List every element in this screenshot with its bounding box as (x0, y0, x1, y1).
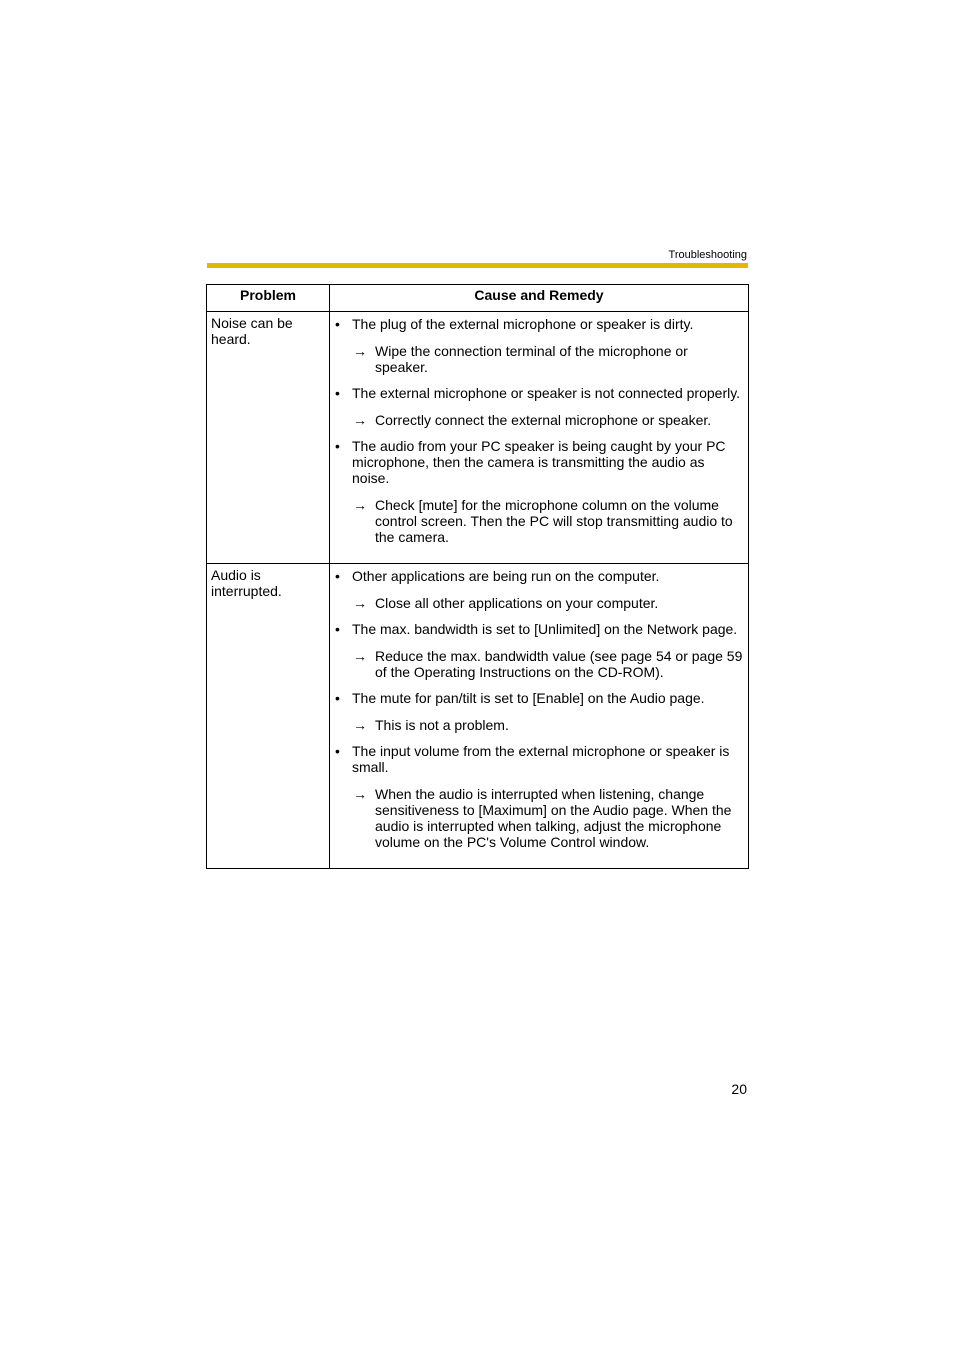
remedy-cell (330, 312, 749, 564)
problem-cell: Audio is interrupted. (207, 564, 330, 869)
arrow-icon: → (353, 497, 367, 513)
remedy-item (333, 343, 744, 375)
problem-cell: Noise can be heard. (207, 312, 330, 564)
bullet-icon: • (335, 621, 340, 637)
cause-item (333, 385, 744, 401)
remedy-cell (330, 564, 749, 869)
bullet-icon: • (335, 438, 340, 454)
remedy-text: When the audio is interrupted when listening, change sensitiveness to [Maximum] on the Audio page. When the audio is interrupted when talking, adjust the microphone volume on the PC's Volume Control window. (375, 786, 732, 850)
cause-item (333, 621, 744, 637)
cause-text: The input volume from the external microphone or speaker is small. (352, 743, 730, 775)
cause-item (333, 690, 744, 706)
remedy-text: Check [mute] for the microphone column on the volume control screen. Then the PC will stop transmitting audio to the camera. (375, 497, 733, 545)
remedy-text: Wipe the connection terminal of the microphone or speaker. (375, 343, 688, 375)
arrow-icon: → (353, 786, 367, 802)
column-header-cause-remedy: Cause and Remedy (330, 285, 749, 312)
remedy-text: This is not a problem. (375, 717, 509, 733)
remedy-item (333, 648, 744, 680)
cause-text: The mute for pan/tilt is set to [Enable] on the Audio page. (352, 690, 705, 706)
bullet-icon: • (335, 316, 340, 332)
remedy-item (333, 786, 744, 850)
cause-item (333, 438, 744, 486)
cause-text: The external microphone or speaker is not connected properly. (352, 385, 741, 401)
remedy-item (333, 497, 744, 545)
arrow-icon: → (353, 648, 367, 664)
arrow-icon: → (353, 595, 367, 611)
cause-text: Other applications are being run on the computer. (352, 568, 660, 584)
bullet-icon: • (335, 743, 340, 759)
remedy-text: Close all other applications on your computer. (375, 595, 659, 611)
remedy-text: Reduce the max. bandwidth value (see page 54 or page 59 of the Operating Instructions on the CD-ROM). (375, 648, 743, 680)
troubleshooting-table (206, 284, 749, 869)
arrow-icon: → (353, 717, 367, 733)
remedy-item (333, 412, 744, 428)
cause-text: The max. bandwidth is set to [Unlimited] on the Network page. (352, 621, 738, 637)
table-row (207, 564, 749, 869)
arrow-icon: → (353, 412, 367, 428)
cause-item (333, 568, 744, 584)
bullet-icon: • (335, 568, 340, 584)
cause-item (333, 316, 744, 332)
arrow-icon: → (353, 343, 367, 359)
cause-text: The audio from your PC speaker is being caught by your PC microphone, then the camera is transmitting the audio as noise. (352, 438, 726, 486)
bullet-icon: • (335, 385, 340, 401)
table-header-row (207, 285, 749, 312)
remedy-item (333, 717, 744, 733)
column-header-problem: Problem (207, 285, 330, 312)
remedy-text: Correctly connect the external microphone or speaker. (375, 412, 712, 428)
section-header: Troubleshooting (668, 249, 747, 261)
bullet-icon: • (335, 690, 340, 706)
cause-item (333, 743, 744, 775)
remedy-item (333, 595, 744, 611)
header-rule (207, 263, 748, 268)
cause-text: The plug of the external microphone or speaker is dirty. (352, 316, 694, 332)
page-number: 20 (731, 1081, 747, 1097)
table-row (207, 312, 749, 564)
